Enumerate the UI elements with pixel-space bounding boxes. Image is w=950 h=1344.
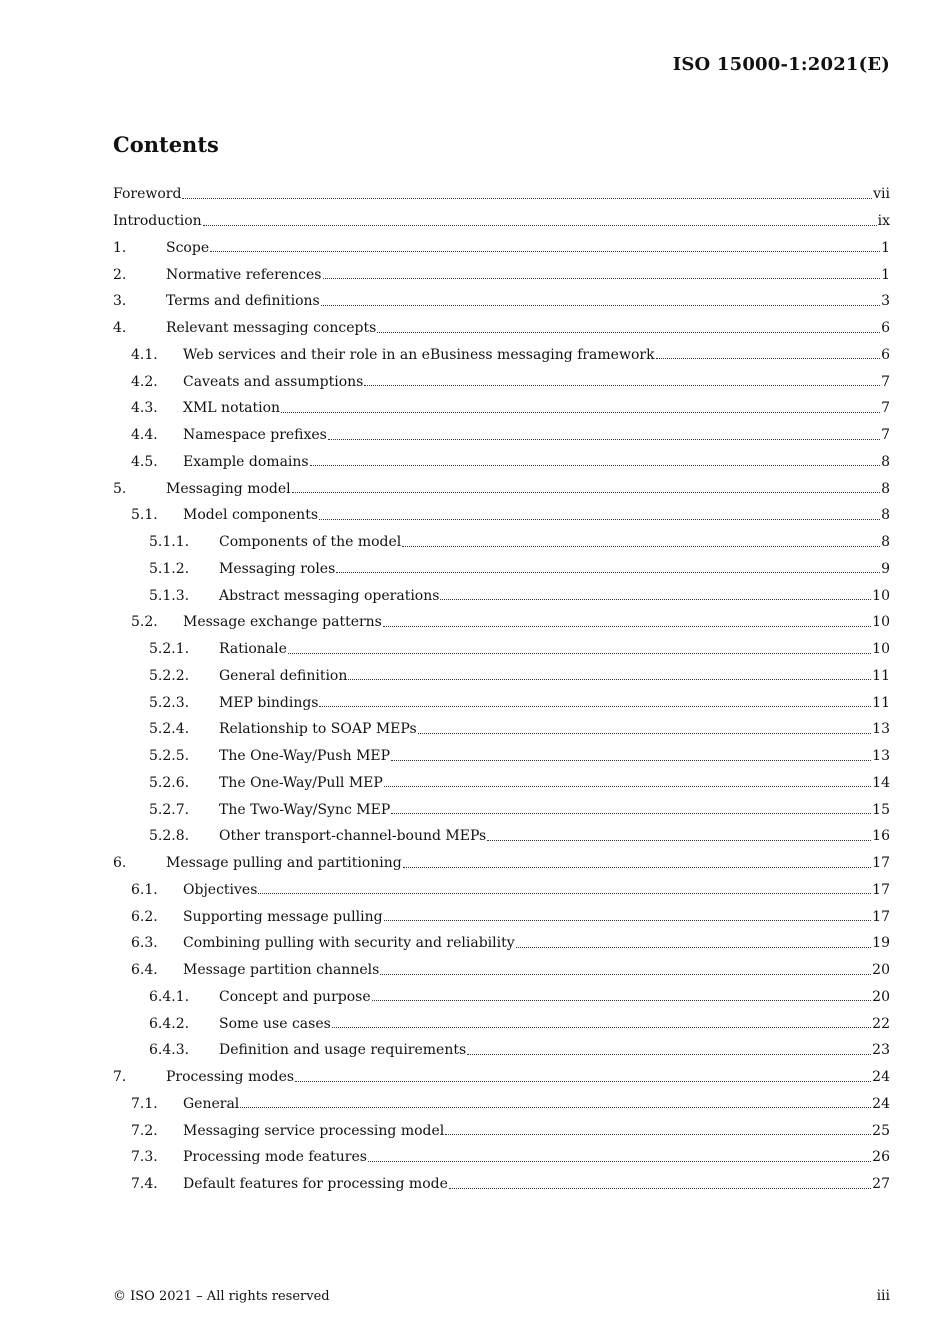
toc-entry-title: Supporting message pulling <box>183 908 383 925</box>
toc-entry-number: 5.2. <box>131 614 158 631</box>
toc-dot-leader <box>332 1027 871 1028</box>
toc-dot-leader <box>240 1107 871 1108</box>
page-number: iii <box>876 1288 890 1304</box>
toc-dot-leader <box>203 225 877 226</box>
toc-entry-title: Web services and their role in an eBusiness messaging framework <box>183 346 655 363</box>
toc-dot-leader <box>319 706 871 707</box>
toc-entry-number: 6.4.1. <box>149 988 190 1005</box>
toc-entry-title: Message pulling and partitioning <box>166 855 402 872</box>
toc-entry-number: 6.4.2. <box>149 1015 190 1032</box>
toc-entry-page: ix <box>877 213 890 230</box>
toc-entry-number: 6.1. <box>131 881 158 898</box>
table-of-contents <box>113 181 890 1198</box>
toc-dot-leader <box>487 840 871 841</box>
toc-dot-leader <box>310 465 880 466</box>
toc-entry-page: 24 <box>872 1095 890 1112</box>
toc-entry-title: The One-Way/Pull MEP <box>219 774 383 791</box>
toc-entry[interactable] <box>113 1171 890 1198</box>
toc-entry-page: 11 <box>872 667 890 684</box>
toc-entry[interactable] <box>113 556 890 583</box>
toc-entry-number: 7.1. <box>131 1095 158 1112</box>
copyright-notice: © ISO 2021 – All rights reserved <box>113 1289 330 1304</box>
toc-dot-leader <box>368 1161 871 1162</box>
toc-entry-page: 23 <box>872 1042 890 1059</box>
toc-dot-leader <box>292 492 880 493</box>
toc-dot-leader <box>295 1081 871 1082</box>
toc-entry-number: 5.2.2. <box>149 667 190 684</box>
toc-entry-title: Processing modes <box>166 1069 295 1086</box>
toc-entry-page: vii <box>873 186 890 203</box>
toc-entry-page: 15 <box>872 801 890 818</box>
toc-entry-title: Relevant messaging concepts <box>166 320 377 337</box>
toc-entry-page: 8 <box>881 534 890 551</box>
toc-entry-number: 5.2.6. <box>149 774 190 791</box>
toc-dot-leader <box>323 278 881 279</box>
toc-entry-title: Rationale <box>219 641 287 658</box>
toc-entry-number: 7.4. <box>131 1176 158 1193</box>
toc-entry[interactable] <box>113 261 890 288</box>
toc-entry[interactable] <box>113 1037 890 1064</box>
toc-entry-page: 26 <box>872 1149 890 1166</box>
toc-entry-page: 3 <box>881 293 890 310</box>
toc-dot-leader <box>319 519 880 520</box>
toc-entry[interactable] <box>113 877 890 904</box>
toc-entry-page: 6 <box>881 346 890 363</box>
toc-entry[interactable] <box>113 1091 890 1118</box>
toc-entry-title: Messaging model <box>166 480 291 497</box>
toc-dot-leader <box>403 867 871 868</box>
toc-entry-page: 11 <box>872 694 890 711</box>
toc-dot-leader <box>328 439 880 440</box>
toc-entry-number: 5.1. <box>131 507 158 524</box>
toc-entry-page: 7 <box>881 400 890 417</box>
toc-dot-leader <box>445 1134 871 1135</box>
toc-dot-leader <box>467 1054 871 1055</box>
toc-entry-number: 4.3. <box>131 400 158 417</box>
toc-dot-leader <box>364 385 880 386</box>
toc-dot-leader <box>348 679 871 680</box>
toc-entry-page: 17 <box>872 908 890 925</box>
toc-dot-leader <box>384 920 872 921</box>
toc-dot-leader <box>258 893 871 894</box>
toc-entry-number: 6.2. <box>131 908 158 925</box>
toc-entry[interactable] <box>113 823 890 850</box>
toc-entry-title: Terms and definitions <box>166 293 320 310</box>
toc-entry[interactable] <box>113 502 890 529</box>
toc-entry-title: Abstract messaging operations <box>219 587 440 604</box>
toc-entry[interactable] <box>113 449 890 476</box>
toc-dot-leader <box>336 572 880 573</box>
toc-entry-page: 8 <box>881 453 890 470</box>
toc-entry[interactable] <box>113 903 890 930</box>
toc-dot-leader <box>377 332 880 333</box>
toc-entry-title: Concept and purpose <box>219 988 371 1005</box>
toc-entry-number: 5.1.3. <box>149 587 190 604</box>
toc-dot-leader <box>402 546 880 547</box>
toc-entry-number: 5.1.1. <box>149 534 190 551</box>
toc-entry-title: Combining pulling with security and reliability <box>183 935 515 952</box>
toc-dot-leader <box>449 1188 871 1189</box>
toc-entry[interactable] <box>113 529 890 556</box>
toc-entry[interactable] <box>113 1117 890 1144</box>
toc-entry-number: 1. <box>113 239 127 256</box>
toc-entry-page: 7 <box>881 427 890 444</box>
toc-entry-number: 6.4. <box>131 962 158 979</box>
toc-entry-page: 17 <box>872 881 890 898</box>
toc-entry-number: 5. <box>113 480 127 497</box>
toc-entry-title: Example domains <box>183 453 309 470</box>
toc-entry-page: 10 <box>872 587 890 604</box>
toc-entry-title: Relationship to SOAP MEPs <box>219 721 417 738</box>
toc-entry[interactable] <box>113 368 890 395</box>
toc-entry-number: 5.2.7. <box>149 801 190 818</box>
toc-entry-page: 8 <box>881 507 890 524</box>
toc-entry-number: 6.3. <box>131 935 158 952</box>
toc-entry-title: Processing mode features <box>183 1149 367 1166</box>
toc-entry-title: Normative references <box>166 266 322 283</box>
toc-entry[interactable] <box>113 850 890 877</box>
toc-entry-title: Definition and usage requirements <box>219 1042 467 1059</box>
toc-dot-leader <box>380 974 871 975</box>
toc-entry-page: 22 <box>872 1015 890 1032</box>
toc-dot-leader <box>391 760 871 761</box>
toc-entry-number: 2. <box>113 266 127 283</box>
toc-entry-page: 8 <box>881 480 890 497</box>
toc-entry[interactable] <box>113 984 890 1011</box>
toc-entry-title: Some use cases <box>219 1015 331 1032</box>
toc-entry-number: 3. <box>113 293 127 310</box>
toc-entry-title: Scope <box>166 239 210 256</box>
toc-entry-page: 27 <box>872 1176 890 1193</box>
toc-dot-leader <box>210 251 880 252</box>
toc-dot-leader <box>281 412 880 413</box>
toc-entry[interactable] <box>113 689 890 716</box>
toc-entry-title: Other transport-channel-bound MEPs <box>219 828 487 845</box>
toc-entry-page: 13 <box>872 721 890 738</box>
toc-entry[interactable] <box>113 582 890 609</box>
toc-entry-page: 19 <box>872 935 890 952</box>
toc-dot-leader <box>384 786 871 787</box>
toc-entry[interactable] <box>113 770 890 797</box>
toc-entry-title: The One-Way/Push MEP <box>219 748 391 765</box>
toc-entry-number: 5.2.4. <box>149 721 190 738</box>
toc-entry[interactable] <box>113 1064 890 1091</box>
toc-entry[interactable] <box>113 957 890 984</box>
toc-entry-number: 6. <box>113 855 127 872</box>
toc-entry-number: 4.5. <box>131 453 158 470</box>
toc-dot-leader <box>372 1000 872 1001</box>
toc-dot-leader <box>516 947 872 948</box>
toc-entry[interactable] <box>113 716 890 743</box>
toc-entry[interactable] <box>113 342 890 369</box>
toc-entry-page: 13 <box>872 748 890 765</box>
toc-entry[interactable] <box>113 1010 890 1037</box>
toc-entry-page: 16 <box>872 828 890 845</box>
toc-entry-title: Foreword <box>113 186 182 203</box>
toc-entry-page: 7 <box>881 373 890 390</box>
toc-entry-page: 6 <box>881 320 890 337</box>
toc-entry-number: 5.2.8. <box>149 828 190 845</box>
toc-entry[interactable] <box>113 636 890 663</box>
toc-entry[interactable] <box>113 235 890 262</box>
toc-dot-leader <box>383 626 871 627</box>
toc-entry[interactable] <box>113 796 890 823</box>
toc-entry-title: Introduction <box>113 213 202 230</box>
toc-entry-title: Message exchange patterns <box>183 614 382 631</box>
contents-heading: Contents <box>113 132 219 157</box>
toc-entry[interactable] <box>113 475 890 502</box>
toc-entry-number: 7.2. <box>131 1122 158 1139</box>
toc-entry-number: 7.3. <box>131 1149 158 1166</box>
toc-entry[interactable] <box>113 181 890 208</box>
toc-entry-number: 6.4.3. <box>149 1042 190 1059</box>
toc-entry-title: Components of the model <box>219 534 402 551</box>
toc-entry-title: Messaging roles <box>219 560 336 577</box>
toc-entry-page: 17 <box>872 855 890 872</box>
toc-entry[interactable] <box>113 663 890 690</box>
toc-entry[interactable] <box>113 609 890 636</box>
toc-entry-page: 25 <box>872 1122 890 1139</box>
toc-entry-number: 4.2. <box>131 373 158 390</box>
toc-entry-title: General <box>183 1095 240 1112</box>
toc-entry-title: The Two-Way/Sync MEP <box>219 801 391 818</box>
toc-entry-title: Model components <box>183 507 319 524</box>
toc-entry-title: Default features for processing mode <box>183 1176 448 1193</box>
toc-entry[interactable] <box>113 395 890 422</box>
toc-entry[interactable] <box>113 930 890 957</box>
toc-entry-page: 20 <box>872 988 890 1005</box>
toc-entry-number: 4.1. <box>131 346 158 363</box>
toc-entry-title: XML notation <box>183 400 281 417</box>
toc-entry-number: 5.2.1. <box>149 641 190 658</box>
toc-dot-leader <box>182 198 872 199</box>
toc-entry-title: Objectives <box>183 881 258 898</box>
toc-dot-leader <box>391 813 871 814</box>
toc-entry-number: 5.2.3. <box>149 694 190 711</box>
document-id: ISO 15000-1:2021(E) <box>672 54 890 75</box>
toc-entry-page: 20 <box>872 962 890 979</box>
toc-entry[interactable] <box>113 743 890 770</box>
toc-entry-page: 10 <box>872 614 890 631</box>
toc-entry-page: 1 <box>881 239 890 256</box>
toc-entry[interactable] <box>113 208 890 235</box>
toc-entry-page: 1 <box>881 266 890 283</box>
toc-dot-leader <box>321 305 880 306</box>
toc-dot-leader <box>418 733 872 734</box>
toc-entry-title: MEP bindings <box>219 694 319 711</box>
toc-entry[interactable] <box>113 422 890 449</box>
toc-dot-leader <box>288 653 871 654</box>
toc-entry-number: 5.1.2. <box>149 560 190 577</box>
toc-entry-page: 14 <box>872 774 890 791</box>
toc-entry-title: Caveats and assumptions <box>183 373 364 390</box>
toc-entry[interactable] <box>113 315 890 342</box>
toc-entry-page: 9 <box>881 560 890 577</box>
toc-entry-page: 24 <box>872 1069 890 1086</box>
toc-entry-title: Namespace prefixes <box>183 427 327 444</box>
toc-entry[interactable] <box>113 1144 890 1171</box>
toc-entry[interactable] <box>113 288 890 315</box>
toc-entry-number: 4. <box>113 320 127 337</box>
toc-entry-number: 4.4. <box>131 427 158 444</box>
toc-entry-number: 7. <box>113 1069 127 1086</box>
toc-entry-page: 10 <box>872 641 890 658</box>
toc-entry-title: Message partition channels <box>183 962 380 979</box>
toc-entry-number: 5.2.5. <box>149 748 190 765</box>
toc-entry-title: Messaging service processing model <box>183 1122 445 1139</box>
toc-dot-leader <box>656 358 881 359</box>
toc-dot-leader <box>440 599 871 600</box>
toc-entry-title: General definition <box>219 667 348 684</box>
